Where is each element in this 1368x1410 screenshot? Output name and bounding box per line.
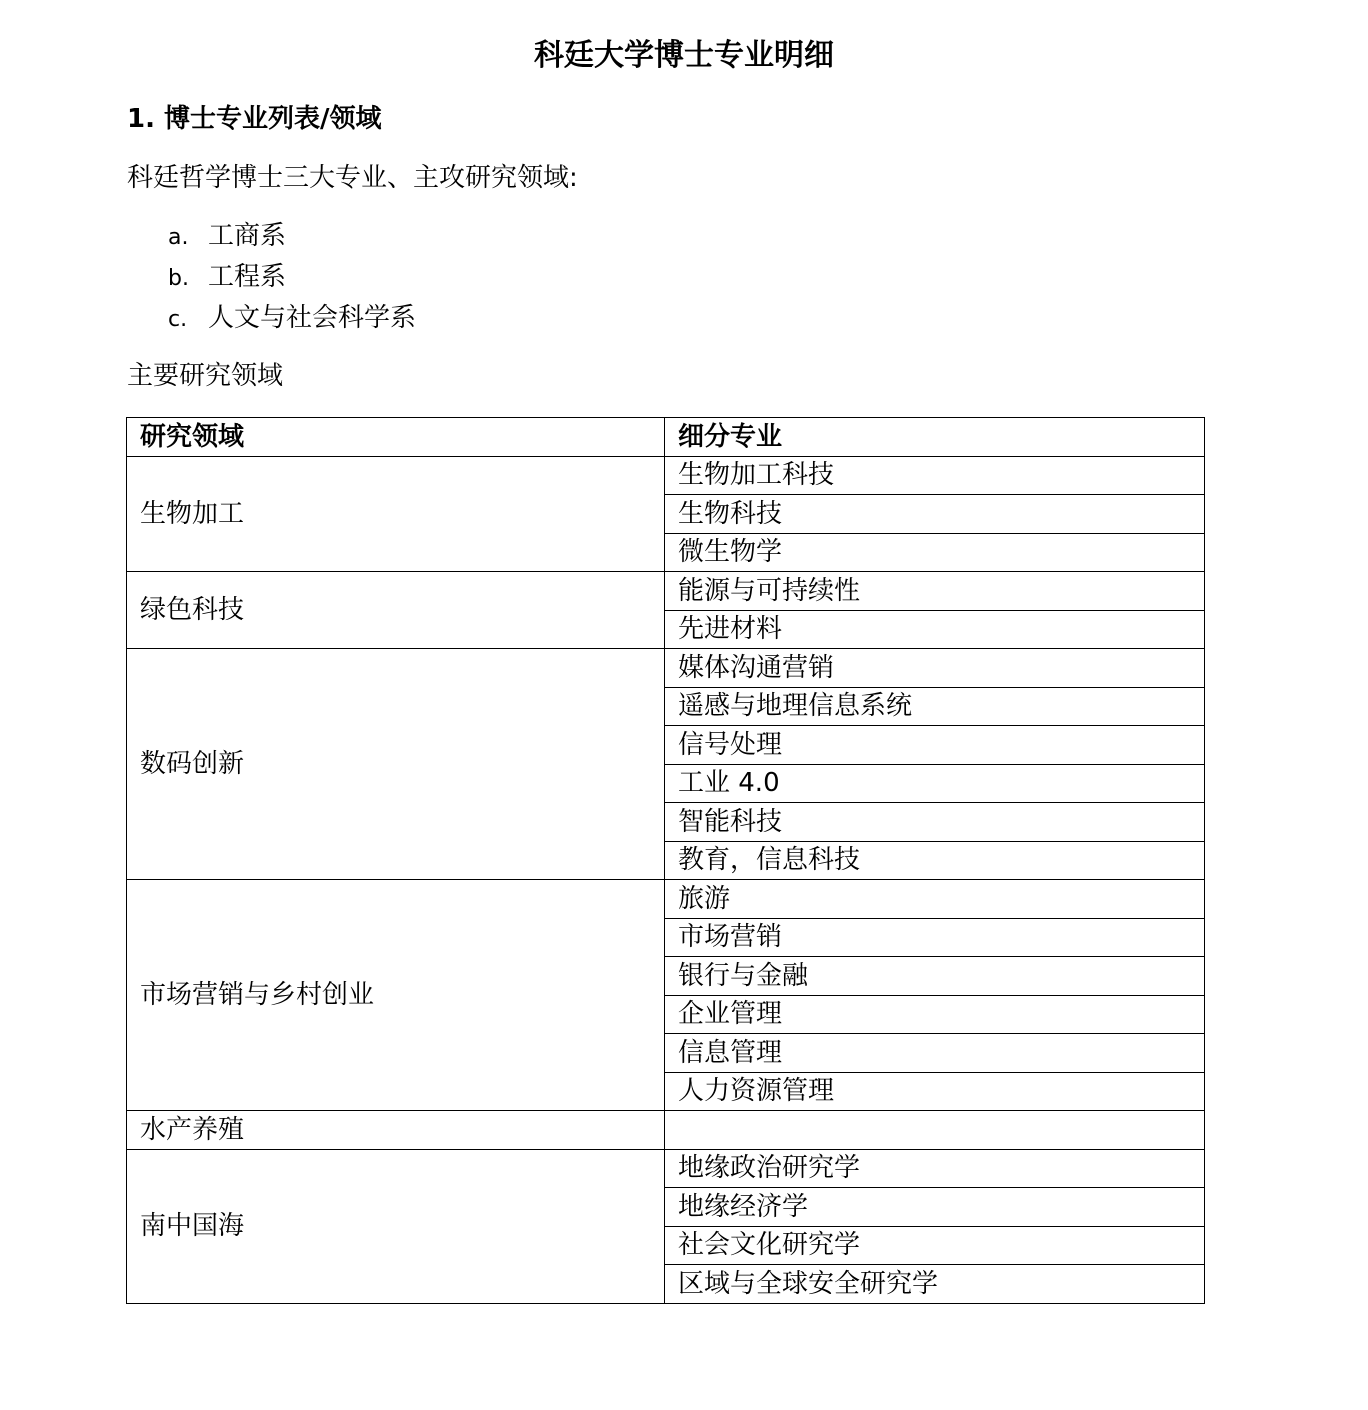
table-row bbox=[127, 880, 1205, 919]
table-header-row bbox=[127, 418, 1205, 457]
header-research-field: 研究领域 bbox=[127, 418, 665, 457]
list-marker: a. bbox=[168, 225, 189, 250]
intro-paragraph: 科廷哲学博士三大专业、主攻研究领域: bbox=[127, 163, 578, 193]
sub-major-cell: 智能科技 bbox=[665, 803, 1205, 842]
sub-major-cell: 生物科技 bbox=[665, 495, 1205, 534]
department-list bbox=[127, 217, 416, 340]
list-marker: b. bbox=[168, 266, 189, 291]
research-field-cell: 市场营销与乡村创业 bbox=[127, 880, 665, 1111]
sub-major-cell: 社会文化研究学 bbox=[665, 1226, 1205, 1265]
department-label: 人文与社会科学系 bbox=[208, 303, 417, 333]
sub-major-cell: 教育，信息科技 bbox=[665, 841, 1205, 880]
table-row bbox=[127, 1149, 1205, 1188]
table-body bbox=[127, 456, 1205, 1303]
research-field-cell: 数码创新 bbox=[127, 649, 665, 880]
list-item bbox=[127, 217, 416, 258]
research-fields-table bbox=[126, 417, 1205, 1304]
sub-major-cell: 市场营销 bbox=[665, 918, 1205, 957]
sub-major-cell: 地缘政治研究学 bbox=[665, 1149, 1205, 1188]
research-field-cell: 绿色科技 bbox=[127, 572, 665, 649]
table-caption: 主要研究领域 bbox=[127, 361, 284, 391]
sub-major-cell: 生物加工科技 bbox=[665, 456, 1205, 495]
sub-major-cell: 地缘经济学 bbox=[665, 1188, 1205, 1227]
research-field-cell: 南中国海 bbox=[127, 1149, 665, 1303]
sub-major-cell: 微生物学 bbox=[665, 533, 1205, 572]
table-row bbox=[127, 456, 1205, 495]
sub-major-cell bbox=[665, 1111, 1205, 1150]
sub-major-cell: 先进材料 bbox=[665, 610, 1205, 649]
sub-major-cell: 人力资源管理 bbox=[665, 1072, 1205, 1111]
sub-major-cell: 工业 4.0 bbox=[665, 764, 1205, 803]
document-title: 科廷大学博士专业明细 bbox=[534, 38, 834, 73]
header-sub-major: 细分专业 bbox=[665, 418, 1205, 457]
sub-major-cell: 信号处理 bbox=[665, 726, 1205, 765]
department-label: 工商系 bbox=[208, 221, 287, 251]
sub-major-cell: 媒体沟通营销 bbox=[665, 649, 1205, 688]
section-heading: 1. 博士专业列表/领域 bbox=[127, 104, 382, 134]
sub-major-cell: 能源与可持续性 bbox=[665, 572, 1205, 611]
sub-major-cell: 旅游 bbox=[665, 880, 1205, 919]
list-item bbox=[127, 258, 416, 299]
research-field-cell: 生物加工 bbox=[127, 456, 665, 572]
sub-major-cell: 信息管理 bbox=[665, 1034, 1205, 1073]
list-item bbox=[127, 299, 416, 340]
sub-major-cell: 区域与全球安全研究学 bbox=[665, 1265, 1205, 1304]
table-row bbox=[127, 649, 1205, 688]
sub-major-cell: 遥感与地理信息系统 bbox=[665, 687, 1205, 726]
list-marker: c. bbox=[168, 307, 188, 332]
sub-major-cell: 银行与金融 bbox=[665, 957, 1205, 996]
sub-major-cell: 企业管理 bbox=[665, 995, 1205, 1034]
research-field-cell: 水产养殖 bbox=[127, 1111, 665, 1150]
table-row bbox=[127, 572, 1205, 611]
table-row bbox=[127, 1111, 1205, 1150]
department-label: 工程系 bbox=[208, 262, 287, 292]
